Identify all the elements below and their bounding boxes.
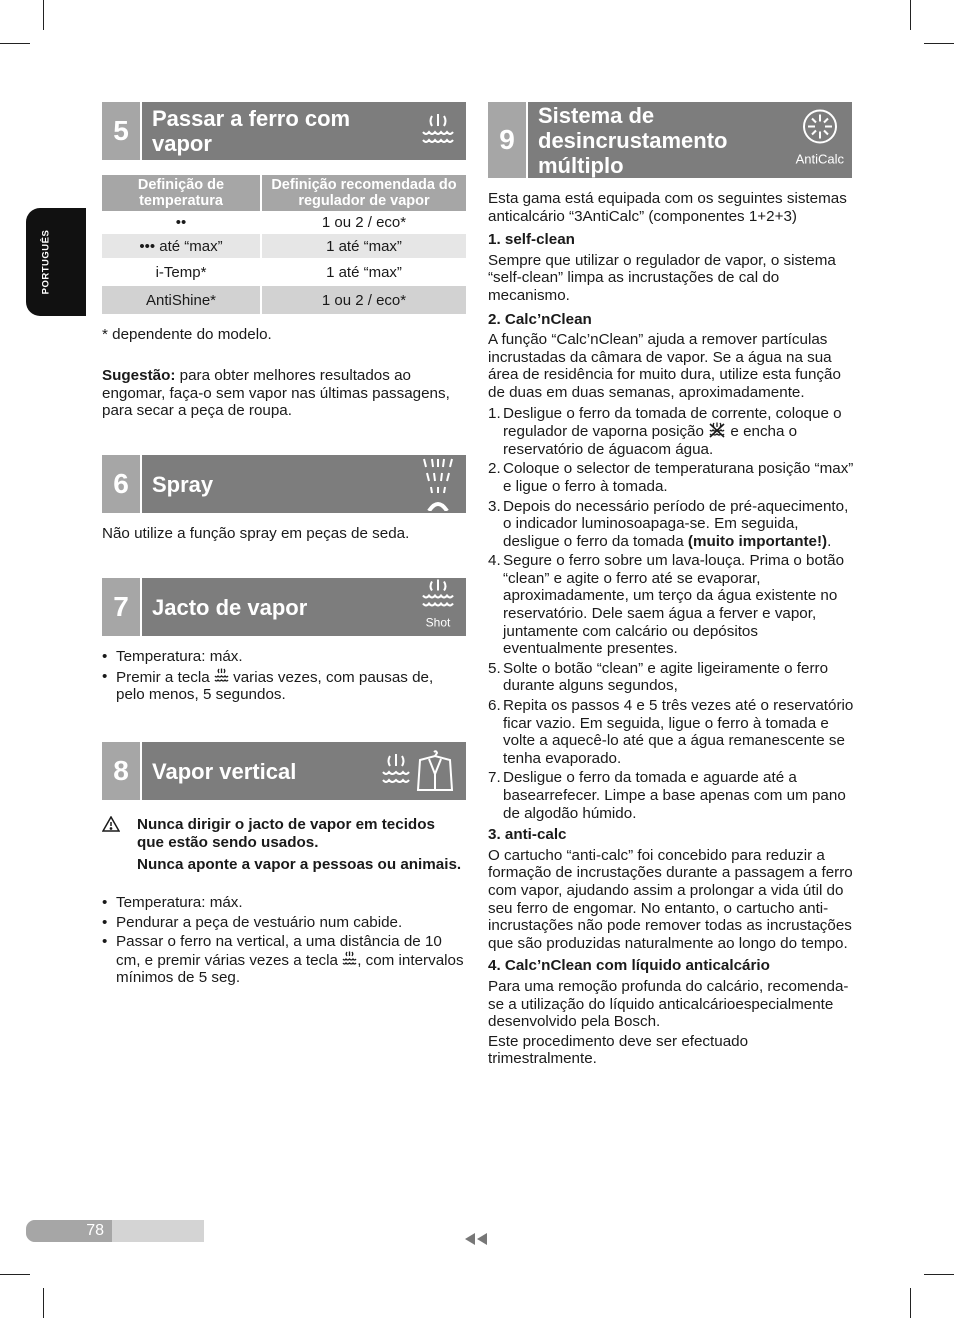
step-number: 2. bbox=[488, 460, 501, 478]
step-text: Desligue o ferro da tomada de corrente, coloque o regulador de vaporna posição bbox=[503, 404, 842, 441]
table-cell: ••• até “max” bbox=[102, 234, 261, 258]
section-5-header bbox=[102, 102, 466, 160]
crop-mark bbox=[43, 0, 44, 30]
steam-button-icon bbox=[214, 668, 229, 684]
step-text: Coloque o selector de temperaturana posição “max” e ligue o ferro à tomada. bbox=[503, 460, 854, 495]
subsection-text: A função “Calc’nClean” ajuda a remover partículas incrustadas da câmara de vapor. Se a água na sua área de residência for muito dura, utilize esta função de duas em duas semanas, aproximadamente. bbox=[488, 331, 841, 401]
list-item-text: , com intervalos mínimos de 5 seg. bbox=[116, 951, 464, 987]
settings-table bbox=[102, 175, 466, 314]
section-title bbox=[140, 578, 466, 636]
subsection-title: 1. self-clean bbox=[488, 231, 575, 249]
anticalc-label: AntiCalc bbox=[795, 151, 844, 167]
crop-mark bbox=[924, 43, 954, 44]
subsection-title: 2. Calc’nClean bbox=[488, 310, 592, 328]
suggestion bbox=[102, 367, 466, 420]
table-cell: •• bbox=[102, 211, 261, 234]
section-number: 7 bbox=[102, 578, 140, 636]
list-item bbox=[102, 933, 466, 987]
list-item bbox=[102, 894, 466, 912]
list-item bbox=[102, 668, 466, 704]
shot-label: Shot bbox=[425, 615, 451, 630]
list-item bbox=[488, 769, 854, 822]
table-cell: 1 até “max” bbox=[261, 234, 466, 258]
subsection-text: Este procedimento deve ser efectuado trimestralmente. bbox=[488, 1032, 749, 1068]
list-item-text: Temperatura: máx. bbox=[116, 894, 243, 911]
table-row bbox=[102, 211, 466, 234]
table-cell: 1 ou 2 / eco* bbox=[321, 214, 407, 231]
subsection-text: Para uma remoção profunda do calcário, recomenda-se a utilização do líquido anticalcárioespecialmente desenvolvido pela Bosch. bbox=[488, 977, 849, 1031]
table-row bbox=[102, 286, 466, 314]
spray-text bbox=[102, 525, 466, 543]
crop-mark bbox=[910, 1288, 911, 1318]
list-item-text: Pendurar a peça de vestuário num cabide. bbox=[116, 913, 403, 931]
step-text-bold: (muito importante!) bbox=[687, 532, 828, 550]
step-text: Solte o botão “clean” e agite ligeiramente o ferro durante alguns segundos, bbox=[503, 659, 829, 695]
suggestion-label: Sugestão: bbox=[102, 367, 176, 384]
steam-button-icon bbox=[342, 951, 357, 967]
step-text: Desligue o ferro da tomada e aguarde até a basearrefecer. Limpe a base apenas com um pano de algodão húmido. bbox=[503, 769, 846, 822]
list-item-text: Temperatura: máx. bbox=[116, 648, 243, 665]
list-item bbox=[488, 460, 854, 495]
list-item-text: Passar o ferro na vertical, a uma distância de 10 cm, e premir várias vezes a tecla bbox=[116, 933, 442, 969]
anticalc-icon bbox=[796, 109, 844, 172]
section-title bbox=[140, 742, 466, 800]
section-6-header bbox=[102, 455, 466, 513]
spray-icon bbox=[420, 457, 456, 511]
crop-mark bbox=[0, 1274, 30, 1275]
table-cell: AntiShine* bbox=[102, 286, 261, 314]
suggestion-text: para obter melhores resultados ao engomar, faça-o sem vapor nas últimas passagens, para secar a peça de roupa. bbox=[102, 367, 450, 420]
section-7-header bbox=[102, 578, 466, 636]
list-item bbox=[488, 498, 854, 551]
footnote-text: * dependente do modelo. bbox=[102, 326, 272, 343]
section-number: 5 bbox=[102, 102, 140, 160]
warning-icon bbox=[102, 816, 120, 832]
steam-icon bbox=[420, 112, 456, 150]
section-number: 8 bbox=[102, 742, 140, 800]
list-item-text: varias vezes, com pausas de, pelo menos, 5 segundos. bbox=[116, 668, 434, 704]
step-number: 6. bbox=[488, 697, 501, 715]
anticalc-content bbox=[488, 190, 854, 1068]
table-cell: 1 ou 2 / eco* bbox=[261, 286, 466, 314]
section-title bbox=[526, 102, 852, 178]
steam-shot-icon bbox=[420, 579, 456, 636]
spray-paragraph: Não utilize a função spray em peças de seda. bbox=[102, 525, 410, 542]
table-row bbox=[102, 234, 466, 258]
warning-text: Nunca aponte a vapor a pessoas ou animais. bbox=[137, 856, 462, 874]
section-title-text: Spray bbox=[152, 471, 214, 497]
table-cell: 1 até “max” bbox=[326, 263, 402, 281]
list-item bbox=[488, 405, 854, 459]
crop-mark bbox=[924, 1274, 954, 1275]
no-steam-icon bbox=[708, 422, 726, 438]
list-item bbox=[488, 660, 854, 695]
warning-text: Nunca dirigir o jacto de vapor em tecidos que estão sendo usados. bbox=[137, 816, 435, 851]
step-number: 1. bbox=[488, 404, 501, 422]
rewind-icon bbox=[463, 1232, 489, 1246]
subsection-title: 3. anti-calc bbox=[488, 826, 567, 844]
subsection-title: 4. Calc’nClean com líquido anticalcário bbox=[488, 957, 770, 975]
step-text: Segure o ferro sobre um lava-louça. Prima o botão “clean” e agite o ferro até se evaporar, aproximadamente, um terço da água existente no reservatório. Dele saem água a ferver e vapor, juntamente com calcário ou depósitos eventualmente presentes. bbox=[503, 552, 845, 658]
subsection-text: Sempre que utilizar o regulador de vapor, o sistema “self-clean” limpa as incrustações de cal do mecanismo. bbox=[488, 251, 836, 304]
section-title-text: Jacto de vapor bbox=[152, 594, 308, 620]
warning-block bbox=[102, 816, 466, 879]
section-title bbox=[140, 102, 466, 160]
list-item bbox=[488, 697, 854, 767]
table-header-steam: Definição recomendada do regulador de vapor bbox=[261, 175, 466, 211]
section-title-text: Passar a ferro com vapor bbox=[152, 106, 351, 156]
crop-mark bbox=[910, 0, 911, 30]
crop-mark bbox=[0, 43, 30, 44]
step-text: Repita os passos 4 e 5 três vezes até o reservatório ficar vazio. Em seguida, ligue o ferro à tomada e volte a aquecê-lo até que a água remanescente se tenha evaporado. bbox=[503, 697, 854, 767]
section-number: 6 bbox=[102, 455, 140, 513]
intro-text: Esta gama está equipada com os seguintes sistemas anticalcário “3AntiCalc” (componentes 1+2+3) bbox=[488, 190, 847, 225]
section-9-header bbox=[488, 102, 852, 178]
table-cell: i-Temp* bbox=[102, 258, 261, 286]
table-header-temperature: Definição de temperatura bbox=[102, 175, 261, 211]
vertical-list bbox=[102, 894, 466, 989]
section-number: 9 bbox=[488, 102, 526, 178]
language-label: PORTUGUÊS bbox=[40, 229, 52, 295]
list-item bbox=[488, 552, 854, 658]
crop-mark bbox=[43, 1288, 44, 1318]
page-number: 78 bbox=[26, 1220, 112, 1242]
step-number: 7. bbox=[488, 769, 501, 787]
section-title-text: Vapor vertical bbox=[152, 758, 297, 784]
table-row bbox=[102, 258, 466, 286]
list-item-text: Premir a tecla bbox=[116, 668, 214, 686]
list-item bbox=[102, 914, 466, 932]
section-title-text: Sistema de desincrustamento múltiplo bbox=[538, 102, 728, 178]
step-text: Depois do necessário período de pré-aquecimento, o indicador luminosoapaga-se. Em seguida, desligue o ferro da tomada bbox=[503, 497, 849, 550]
language-tab bbox=[26, 208, 86, 316]
section-8-header bbox=[102, 742, 466, 800]
subsection-text: O cartucho “anti-calc” foi concebido para reduzir a formação de incrustações durante a passagem a ferro com vapor, ajudando assim a prolongar a vida útil do seu ferro de engomar. No entanto, o cartucho anti-incrustações não pode remover todas as incrustações que são produzidas naturalmente ao longo do tempo. bbox=[488, 846, 853, 952]
list-item bbox=[102, 648, 466, 666]
step-number: 3. bbox=[488, 497, 501, 515]
step-number: 5. bbox=[488, 659, 501, 677]
jacto-list bbox=[102, 648, 466, 706]
step-text: . bbox=[827, 532, 832, 550]
section-title bbox=[140, 455, 466, 513]
table-footnote bbox=[102, 326, 466, 344]
vertical-steam-icon bbox=[382, 750, 456, 792]
step-number: 4. bbox=[488, 552, 501, 570]
step-text: e encha o reservatório de águacom água. bbox=[503, 423, 798, 458]
